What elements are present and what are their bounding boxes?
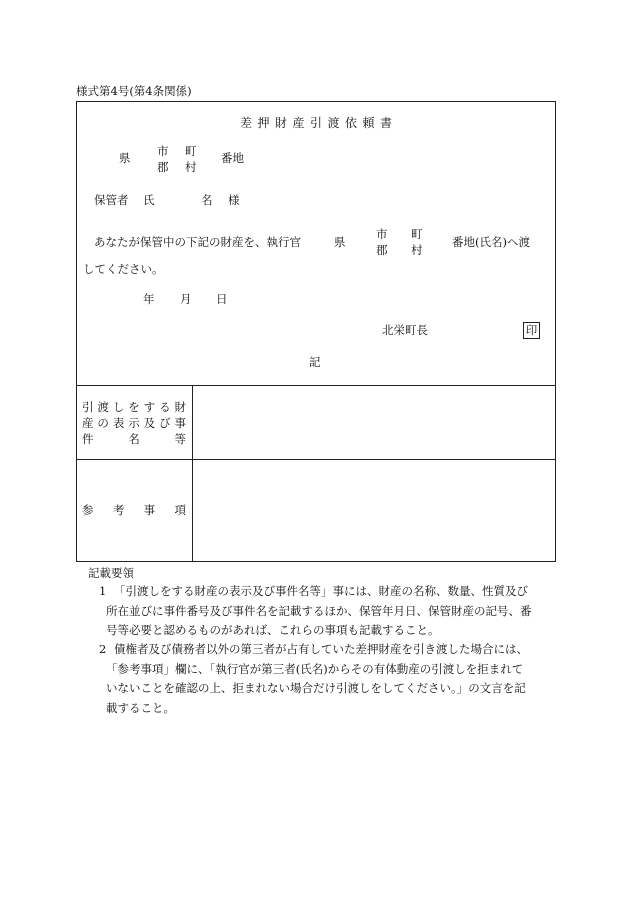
- note-2-text: [106, 640, 528, 718]
- row2-label: 参考事項: [82, 503, 186, 517]
- request-suffix: 番地(氏名)へ渡: [452, 235, 530, 249]
- note-1-line-1: 「引渡しをする財産の表示及び事件名等」事には、財産の名称、数量、性質及び: [114, 584, 528, 598]
- village-label: 村: [185, 159, 197, 174]
- custodian-honorific: 様: [228, 193, 240, 207]
- custodian-name-label-2: 名: [201, 193, 213, 207]
- note-1-line-2: 所在並びに事件番号及び事件名を記載するほか、保管年月日、保管財産の記号、番: [106, 603, 532, 618]
- note-1-text: [106, 582, 532, 641]
- note-1-number: 1: [99, 584, 107, 598]
- reference-notes-cell[interactable]: [193, 460, 555, 561]
- request-county: 郡: [376, 242, 388, 257]
- property-description-cell[interactable]: [193, 386, 555, 458]
- request-town-village-stack: [411, 229, 423, 256]
- request-prefecture: 県: [334, 235, 346, 249]
- note-1-line-3: 号等必要と認めるものがあれば、これらの事項も記載すること。: [106, 623, 440, 637]
- ki-label: 記: [309, 355, 321, 369]
- county-label: 郡: [157, 159, 169, 174]
- town-label: 町: [185, 144, 197, 158]
- custodian-name-label: 氏: [143, 193, 155, 207]
- request-town: 町: [411, 227, 423, 241]
- request-city-county-stack: [376, 229, 388, 256]
- issuer: 北栄町長: [382, 323, 428, 337]
- row1-label-line-2: 産の表示及び事: [82, 416, 186, 430]
- note-2-number: 2: [99, 642, 107, 656]
- date-day: 日: [216, 292, 228, 306]
- notes-heading: 記載要領: [88, 566, 134, 580]
- custodian-label: 保管者: [94, 193, 129, 207]
- form-title: 差押財産引渡依頼書: [240, 116, 392, 130]
- prefecture-label: 県: [119, 151, 131, 165]
- form-label: 様式第4号(第4条関係): [76, 84, 192, 98]
- note-2-line-3: いないことを確認の上、拒まれない場合だけ引渡しをしてください。」の文言を記: [106, 681, 526, 695]
- seal-mark: 印: [523, 322, 540, 339]
- request-continuation: してください。: [83, 262, 164, 276]
- request-city: 市: [376, 227, 388, 241]
- note-2-line-1: 債権者及び債務者以外の第三者が占有していた差押財産を引き渡した場合には、: [114, 642, 528, 656]
- note-2-line-2: 「参考事項」欄に、「執行官が第三者(氏名)からその有体動産の引渡しを拒まれて: [106, 661, 524, 676]
- note-2-line-4: 載すること。: [106, 700, 175, 715]
- request-village: 村: [411, 242, 423, 257]
- banchi-label: 番地: [221, 151, 244, 165]
- town-village-stack: [185, 146, 197, 173]
- date-year: 年: [143, 292, 155, 306]
- row1-label-line-1: 引渡しをする財: [82, 400, 186, 414]
- date-month: 月: [180, 292, 192, 306]
- row1-label-line-3: 件名等: [82, 432, 186, 446]
- city-label: 市: [157, 144, 169, 158]
- request-text: あなたが保管中の下記の財産を、執行官: [94, 235, 301, 249]
- city-county-stack: [157, 146, 169, 173]
